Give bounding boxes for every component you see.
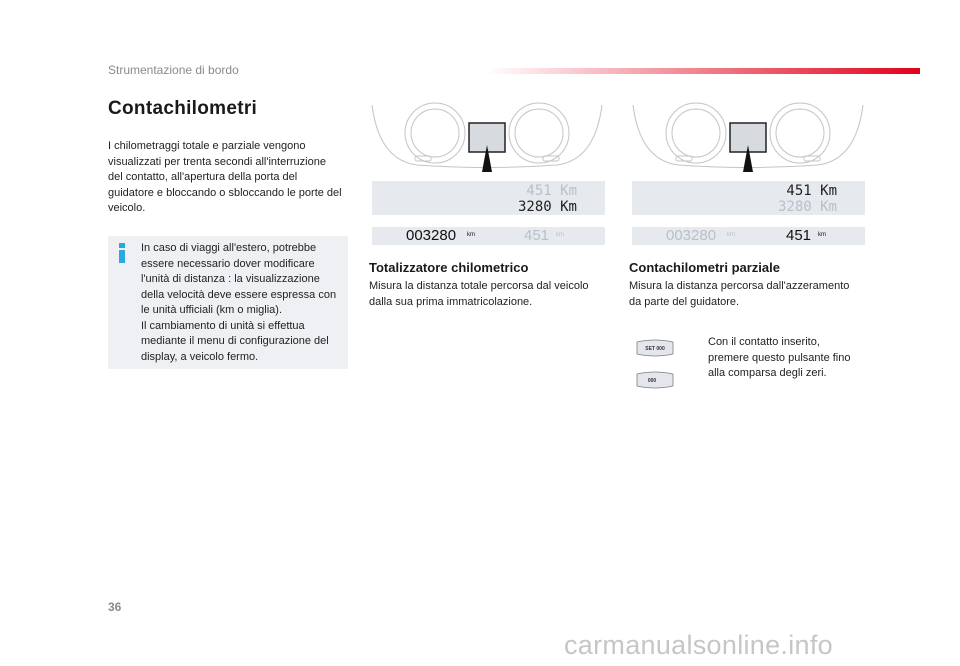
lcd-total-value: 3280 Km [777,199,837,215]
total-odometer-text: Misura la distanza totale percorsa dal veicolo dalla sua prima immatricolazione. [369,280,589,308]
trip-odometer-title: Contachilometri parziale [629,260,780,275]
lcd-panel-total [372,181,605,215]
instrument-cluster-illustration-total [367,100,607,172]
odometer-trip-value: 451 [524,227,550,244]
reset-button-illustration [635,370,675,390]
odometer-trip-value: 451 [786,227,812,244]
odometer-total-value: 003280 [666,227,717,244]
set-reset-button-illustration [635,338,675,358]
watermark: carmanualsonline.info [564,630,833,660]
running-header: Strumentazione di bordo [108,63,239,77]
total-odometer-title: Totalizzatore chilometrico [369,260,529,275]
set-button-label: SET 000 [645,346,665,352]
odometer-strip-total [372,227,605,245]
odometer-strip-trip [632,227,865,245]
odometer-trip-unit: km [818,232,826,238]
info-icon [115,242,129,264]
lcd-total-value: 3280 Km [517,199,577,215]
lcd-panel-trip [632,181,865,215]
lcd-trip-value: 451 Km [526,183,577,199]
intro-paragraph: I chilometraggi totale e parziale vengono visualizzati per trenta secondi all'interruzione del contatto, all'apertura della porta del guidatore e bloccando o sbloccando le porte del veicolo. [108,140,342,214]
page-title: Contachilometri [108,98,258,119]
lcd-trip-value: 451 Km [786,183,837,199]
trip-odometer-text: Misura la distanza percorsa dall'azzeramento da parte del guidatore. [629,280,850,308]
info-text [141,241,341,365]
info-paragraph-1: In caso di viaggi all'estero, potrebbe essere necessario dover modificare l'unità di distanza : la visualizzazione della velocità deve essere espressa con le unità ufficiali (km o miglia). [141,242,337,316]
instrument-cluster-illustration-trip [628,100,868,172]
step-instruction: Con il contatto inserito, premere questo pulsante fino alla comparsa degli zeri. [708,336,851,379]
reset-button-label: 000 [647,378,657,384]
odometer-total-value: 003280 [406,227,457,244]
info-paragraph-2: Il cambiamento di unità si effettua mediante il menu di configurazione del display, a veicolo fermo. [141,319,329,363]
header-accent-bar [485,68,920,74]
odometer-trip-unit: km [556,232,564,238]
page-number: 36 [108,600,122,614]
odometer-total-unit: km [727,232,735,238]
odometer-total-unit: km [467,232,475,238]
